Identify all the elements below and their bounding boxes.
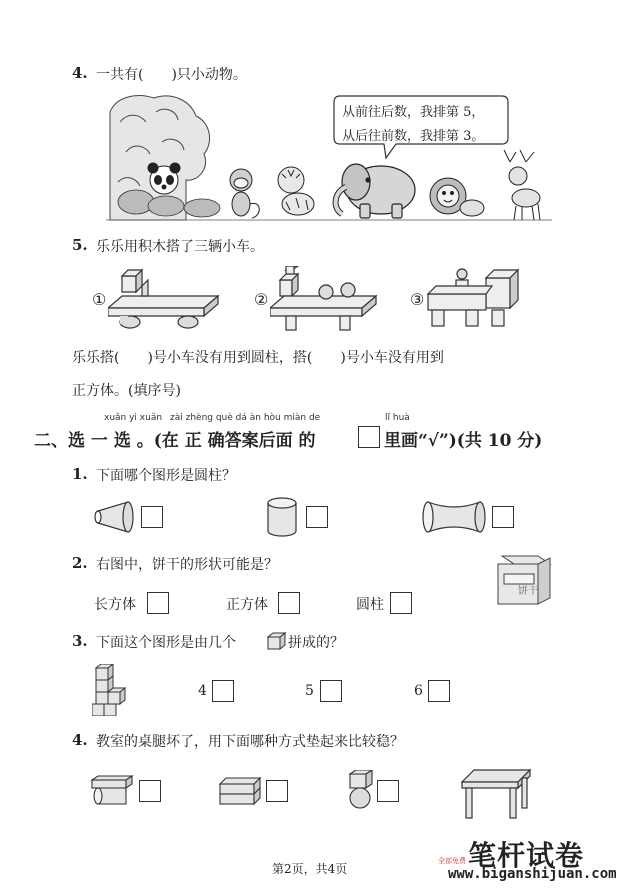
option-label: 圆柱 (356, 597, 384, 613)
option-label: 正方体 (226, 597, 268, 613)
question-number: 4. (72, 64, 88, 82)
pinyin-2: zài zhèng què dá àn hòu miàn de (170, 413, 321, 423)
animals-illustration (106, 92, 552, 222)
option-label: 5 (305, 683, 314, 699)
question-number: 3. (72, 632, 88, 650)
car-label-3: ③ (410, 290, 425, 309)
option-box[interactable] (390, 592, 412, 614)
car-1-illustration (108, 268, 222, 334)
option-box[interactable] (278, 592, 300, 614)
question-text: 右图中，饼干的形状可能是？ (96, 557, 278, 573)
option-box[interactable] (141, 506, 163, 528)
option-box[interactable] (139, 780, 161, 802)
option-box[interactable] (212, 680, 234, 702)
question-text: 下面这个图形是由几个 (96, 635, 236, 651)
car-label-1: ① (92, 290, 107, 309)
question-text: 乐乐用积木搭了三辆小车。 (96, 239, 264, 255)
deer-illustration (504, 150, 540, 220)
option-box[interactable] (492, 506, 514, 528)
question-number: 1. (72, 465, 88, 483)
question-text: 一共有( )只小动物。 (96, 67, 247, 83)
lion-illustration (430, 178, 484, 216)
car-2-illustration (270, 266, 380, 334)
question-text: 下面哪个图形是圆柱？ (96, 468, 236, 484)
brand-url: www.biganshijuan.com (448, 866, 617, 882)
car-3-illustration (426, 266, 522, 334)
bubble-text-line2: 从后往前数，我排第 3。 (342, 129, 485, 144)
question-number: 2. (72, 554, 88, 572)
monkey-illustration (230, 169, 259, 218)
cube-icon (267, 632, 287, 650)
support-option-cylinder (90, 774, 136, 808)
option-label: 4 (198, 683, 207, 699)
section-title-tail: 里画“√”)(共 10 分) (384, 431, 543, 451)
answer-line-1: 乐乐搭( )号小车没有用到圆柱，搭( )号小车没有用到 (72, 350, 444, 366)
cube-stack-illustration (92, 664, 132, 716)
cone-frustum-shape (92, 500, 134, 534)
question-number: 4. (72, 731, 88, 749)
option-box[interactable] (428, 680, 450, 702)
answer-line-2: 正方体。(填序号) (72, 383, 181, 399)
footer-small-text: 全部免费 (438, 857, 466, 865)
option-box[interactable] (306, 506, 328, 528)
biscuit-label: 饼干 (518, 586, 538, 597)
cylinder-shape (266, 496, 298, 538)
title-answer-box (358, 426, 380, 448)
section-title: 二、选 一 选 。(在 正 确答案后面 的 (34, 431, 316, 451)
question-text-tail: 拼成的？ (288, 635, 344, 651)
option-box[interactable] (147, 592, 169, 614)
page-indicator: 第2页，共4页 (272, 862, 348, 876)
option-label: 长方体 (94, 597, 136, 613)
pinyin-1: xuǎn yi xuǎn (104, 413, 163, 423)
elephant-illustration (336, 164, 415, 218)
option-label: 6 (414, 683, 423, 699)
table-illustration (460, 768, 532, 822)
support-option-sphere (346, 770, 376, 810)
hourglass-shape (422, 500, 486, 534)
biscuit-box-illustration (494, 550, 556, 608)
question-text: 教室的桌腿坏了，用下面哪种方式垫起来比较稳？ (96, 734, 404, 750)
option-box[interactable] (377, 780, 399, 802)
pinyin-3: lǐ huà (385, 413, 410, 423)
support-option-cuboid (218, 776, 264, 806)
option-box[interactable] (266, 780, 288, 802)
question-number: 5. (72, 236, 88, 254)
option-box[interactable] (320, 680, 342, 702)
tiger-illustration (278, 167, 314, 215)
bubble-text-line1: 从前往后数，我排第 5， (342, 105, 485, 120)
brand-logo: 笔杆试卷 (468, 839, 585, 872)
car-label-2: ② (254, 290, 269, 309)
